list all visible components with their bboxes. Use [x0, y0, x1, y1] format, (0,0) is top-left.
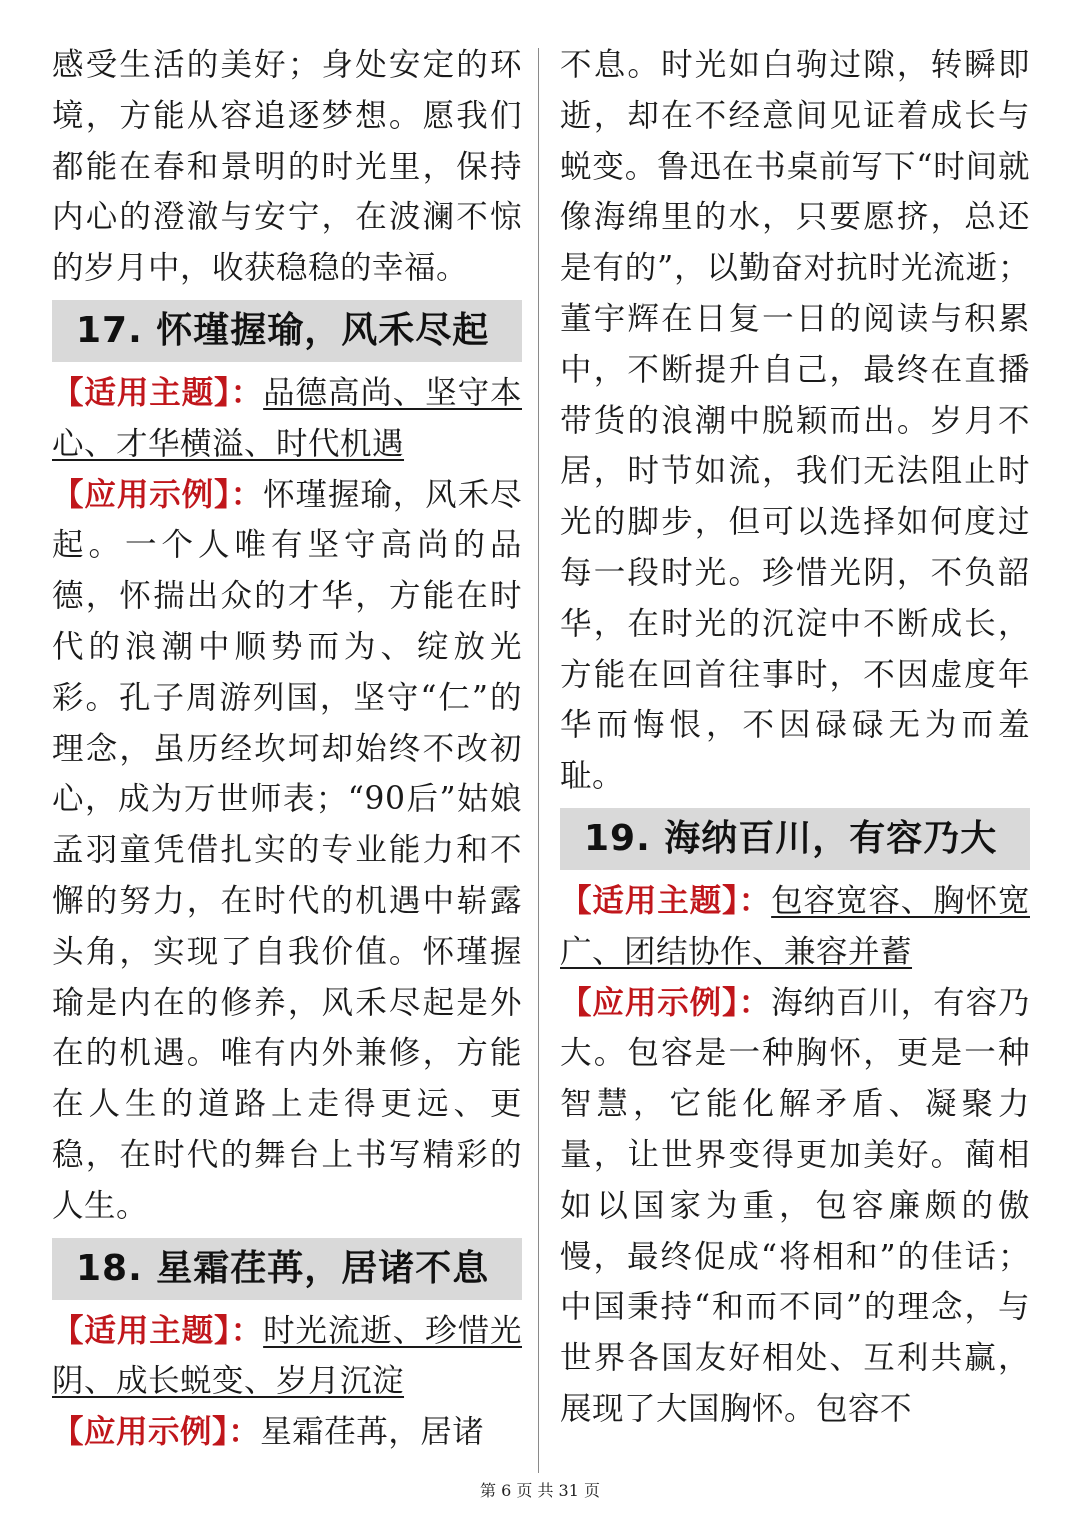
section-17-topics: [52, 368, 522, 470]
topic-tag: 【适用主题】：: [52, 1311, 264, 1349]
example-text: 海纳百川，有容乃大。包容是一种胸怀，更是一种智慧，它能化解矛盾、凝聚力量，让世界变得更加美好。蔺相如以国家为重，包容廉颇的傲慢，最终促成“将相和”的佳话；中国秉持“和而不同”的理念，与世界各国友好相处、互利共赢，展现了大国胸怀。包容不: [560, 984, 1030, 1427]
topic-list: 时光流逝、珍惜光阴、成长蜕变、岁月沉淀: [52, 1312, 522, 1400]
topic-list: 品德高尚、坚守本心、才华横溢、时代机遇: [52, 374, 522, 462]
example-tag: 【应用示例】：: [560, 983, 772, 1021]
topic-tag: 【适用主题】：: [52, 373, 264, 411]
right-column: [560, 40, 1030, 1435]
example-tag: 【应用示例】：: [52, 1413, 261, 1451]
example-text: 怀瑾握瑜，风禾尽起。一个人唯有坚守高尚的品德，怀揣出众的才华，方能在时代的浪潮中顺势而为、绽放光彩。孔子周游列国，坚守“仁”的理念，虽历经坎坷却始终不改初心，成为万世师表；“90后”姑娘孟羽童凭借扎实的专业能力和不懈的努力，在时代的机遇中崭露头角，实现了自我价值。怀瑾握瑜是内在的修养，风禾尽起是外在的机遇。唯有内外兼修，方能在人生的道路上走得更远、更稳，在时代的舞台上书写精彩的人生。: [52, 476, 522, 1224]
section-19-example: [560, 978, 1030, 1435]
section-19-topics: [560, 876, 1030, 978]
section-17-heading: 17. 怀瑾握瑜，风禾尽起: [52, 300, 522, 362]
section-18-heading: 18. 星霜荏苒，居诸不息: [52, 1238, 522, 1300]
section-18-example: [52, 1407, 522, 1458]
section-18-topics: [52, 1306, 522, 1408]
example-tag: 【应用示例】：: [52, 475, 264, 513]
page-number-footer: 第 6 页 共 31 页: [480, 1481, 600, 1500]
topic-list: 包容宽容、胸怀宽广、团结协作、兼容并蓄: [560, 882, 1030, 970]
topic-tag: 【适用主题】：: [560, 881, 772, 919]
column-divider: [538, 48, 539, 1473]
section-19-heading: 19. 海纳百川，有容乃大: [560, 808, 1030, 870]
section-17-example: [52, 470, 522, 1232]
section-18-example-continued: 不息。时光如白驹过隙，转瞬即逝，却在不经意间见证着成长与蜕变。鲁迅在书桌前写下“时间就像海绵里的水，只要愿挤，总还是有的”，以勤奋对抗时光流逝；董宇辉在日复一日的阅读与积累中，不断提升自己，最终在直播带货的浪潮中脱颖而出。岁月不居，时节如流，我们无法阻止时光的脚步，但可以选择如何度过每一段时光。珍惜光阴，不负韶华，在时光的沉淀中不断成长，方能在回首往事时，不因虚度年华而悔恨，不因碌碌无为而羞耻。: [560, 47, 1030, 795]
example-text: 星霜荏苒，居诸: [260, 1414, 485, 1451]
left-column: [52, 40, 522, 1458]
intro-paragraph: 感受生活的美好；身处安定的环境，方能从容追逐梦想。愿我们都能在春和景明的时光里，保持内心的澄澈与安宁，在波澜不惊的岁月中，收获稳稳的幸福。: [52, 47, 522, 287]
